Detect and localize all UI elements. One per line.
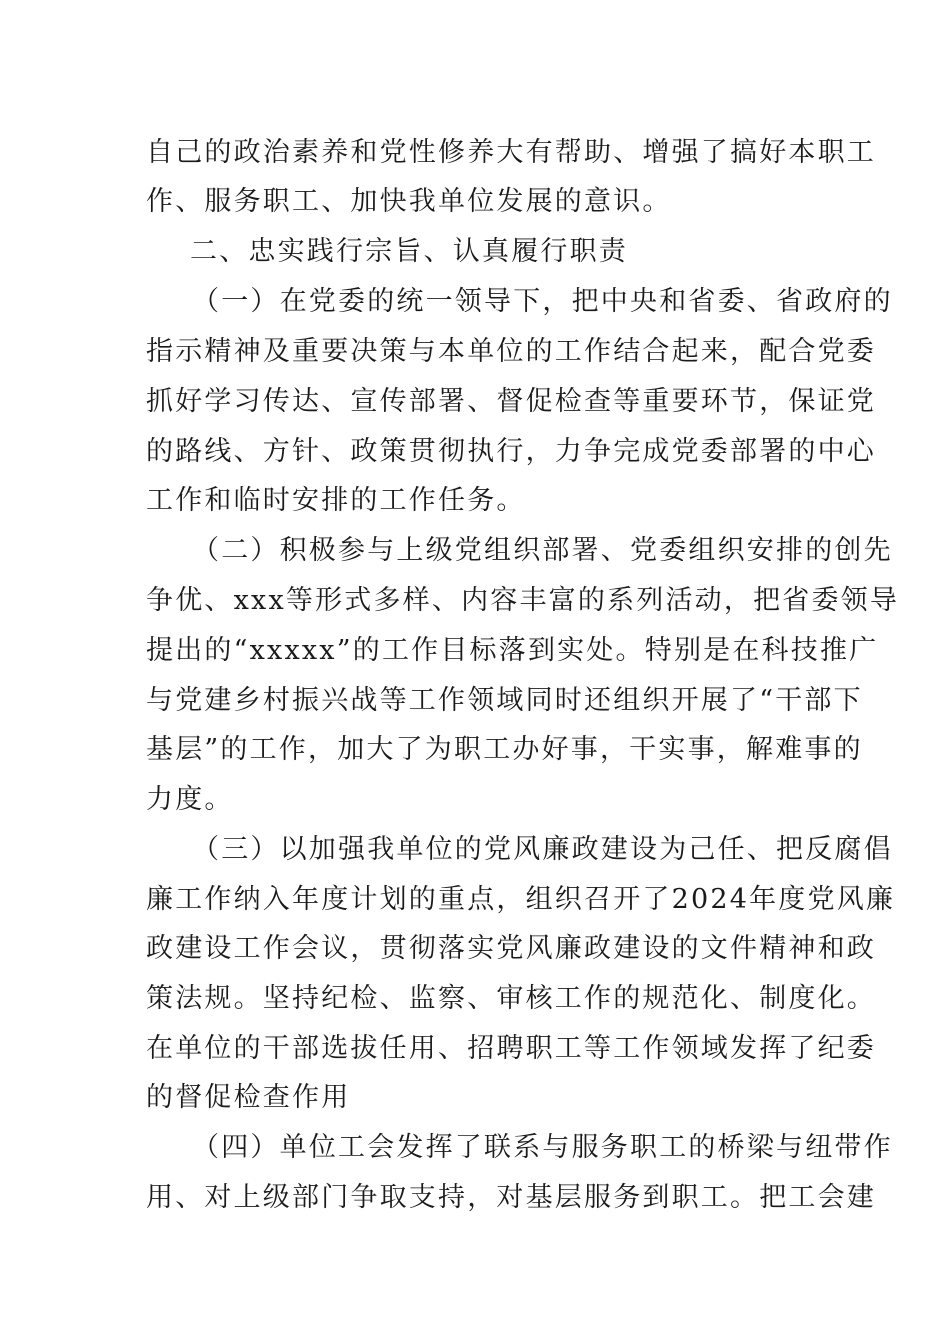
text-line: 与党建乡村振兴战等工作领域同时还组织开展了“干部下 bbox=[146, 685, 863, 716]
text-line: 在单位的干部选拔任用、招聘职工等工作领域发挥了纪委 bbox=[146, 1033, 876, 1064]
text-line: 政建设工作会议，贯彻落实党风廉政建设的文件精神和政 bbox=[146, 933, 876, 964]
text-line: 基层”的工作，加大了为职工办好事，干实事，解难事的 bbox=[146, 734, 863, 765]
text-line: （一）在党委的统一领导下，把中央和省委、省政府的 bbox=[192, 286, 893, 317]
text-line: 自己的政治素养和党性修养大有帮助、增强了搞好本职工 bbox=[146, 137, 876, 168]
text-line: 争优、xxx等形式多样、内容丰富的系列活动，把省委领导 bbox=[146, 585, 900, 616]
text-line: 提出的“xxxxx”的工作目标落到实处。特别是在科技推广 bbox=[146, 635, 879, 666]
text-line: 抓好学习传达、宣传部署、督促检查等重要环节，保证党 bbox=[146, 386, 876, 417]
text-line: 工作和临时安排的工作任务。 bbox=[146, 485, 526, 516]
text-line: 廉工作纳入年度计划的重点，组织召开了2024年度党风廉 bbox=[146, 884, 896, 915]
text-line: 作、服务职工、加快我单位发展的意识。 bbox=[146, 186, 672, 217]
text-line: 指示精神及重要决策与本单位的工作结合起来，配合党委 bbox=[146, 336, 876, 367]
text-line: （四）单位工会发挥了联系与服务职工的桥梁与纽带作 bbox=[192, 1132, 893, 1163]
text-line: 策法规。坚持纪检、监察、审核工作的规范化、制度化。 bbox=[146, 983, 876, 1014]
text-line: 用、对上级部门争取支持，对基层服务到职工。把工会建 bbox=[146, 1182, 876, 1213]
text-line: 的督促检查作用 bbox=[146, 1082, 351, 1113]
section-heading: 二、忠实践行宗旨、认真履行职责 bbox=[190, 236, 628, 267]
text-line: （二）积极参与上级党组织部署、党委组织安排的创先 bbox=[192, 535, 893, 566]
text-line: 力度。 bbox=[146, 784, 234, 815]
text-line: （三）以加强我单位的党风廉政建设为己任、把反腐倡 bbox=[192, 834, 893, 865]
text-line: 的路线、方针、政策贯彻执行，力争完成党委部署的中心 bbox=[146, 436, 876, 467]
